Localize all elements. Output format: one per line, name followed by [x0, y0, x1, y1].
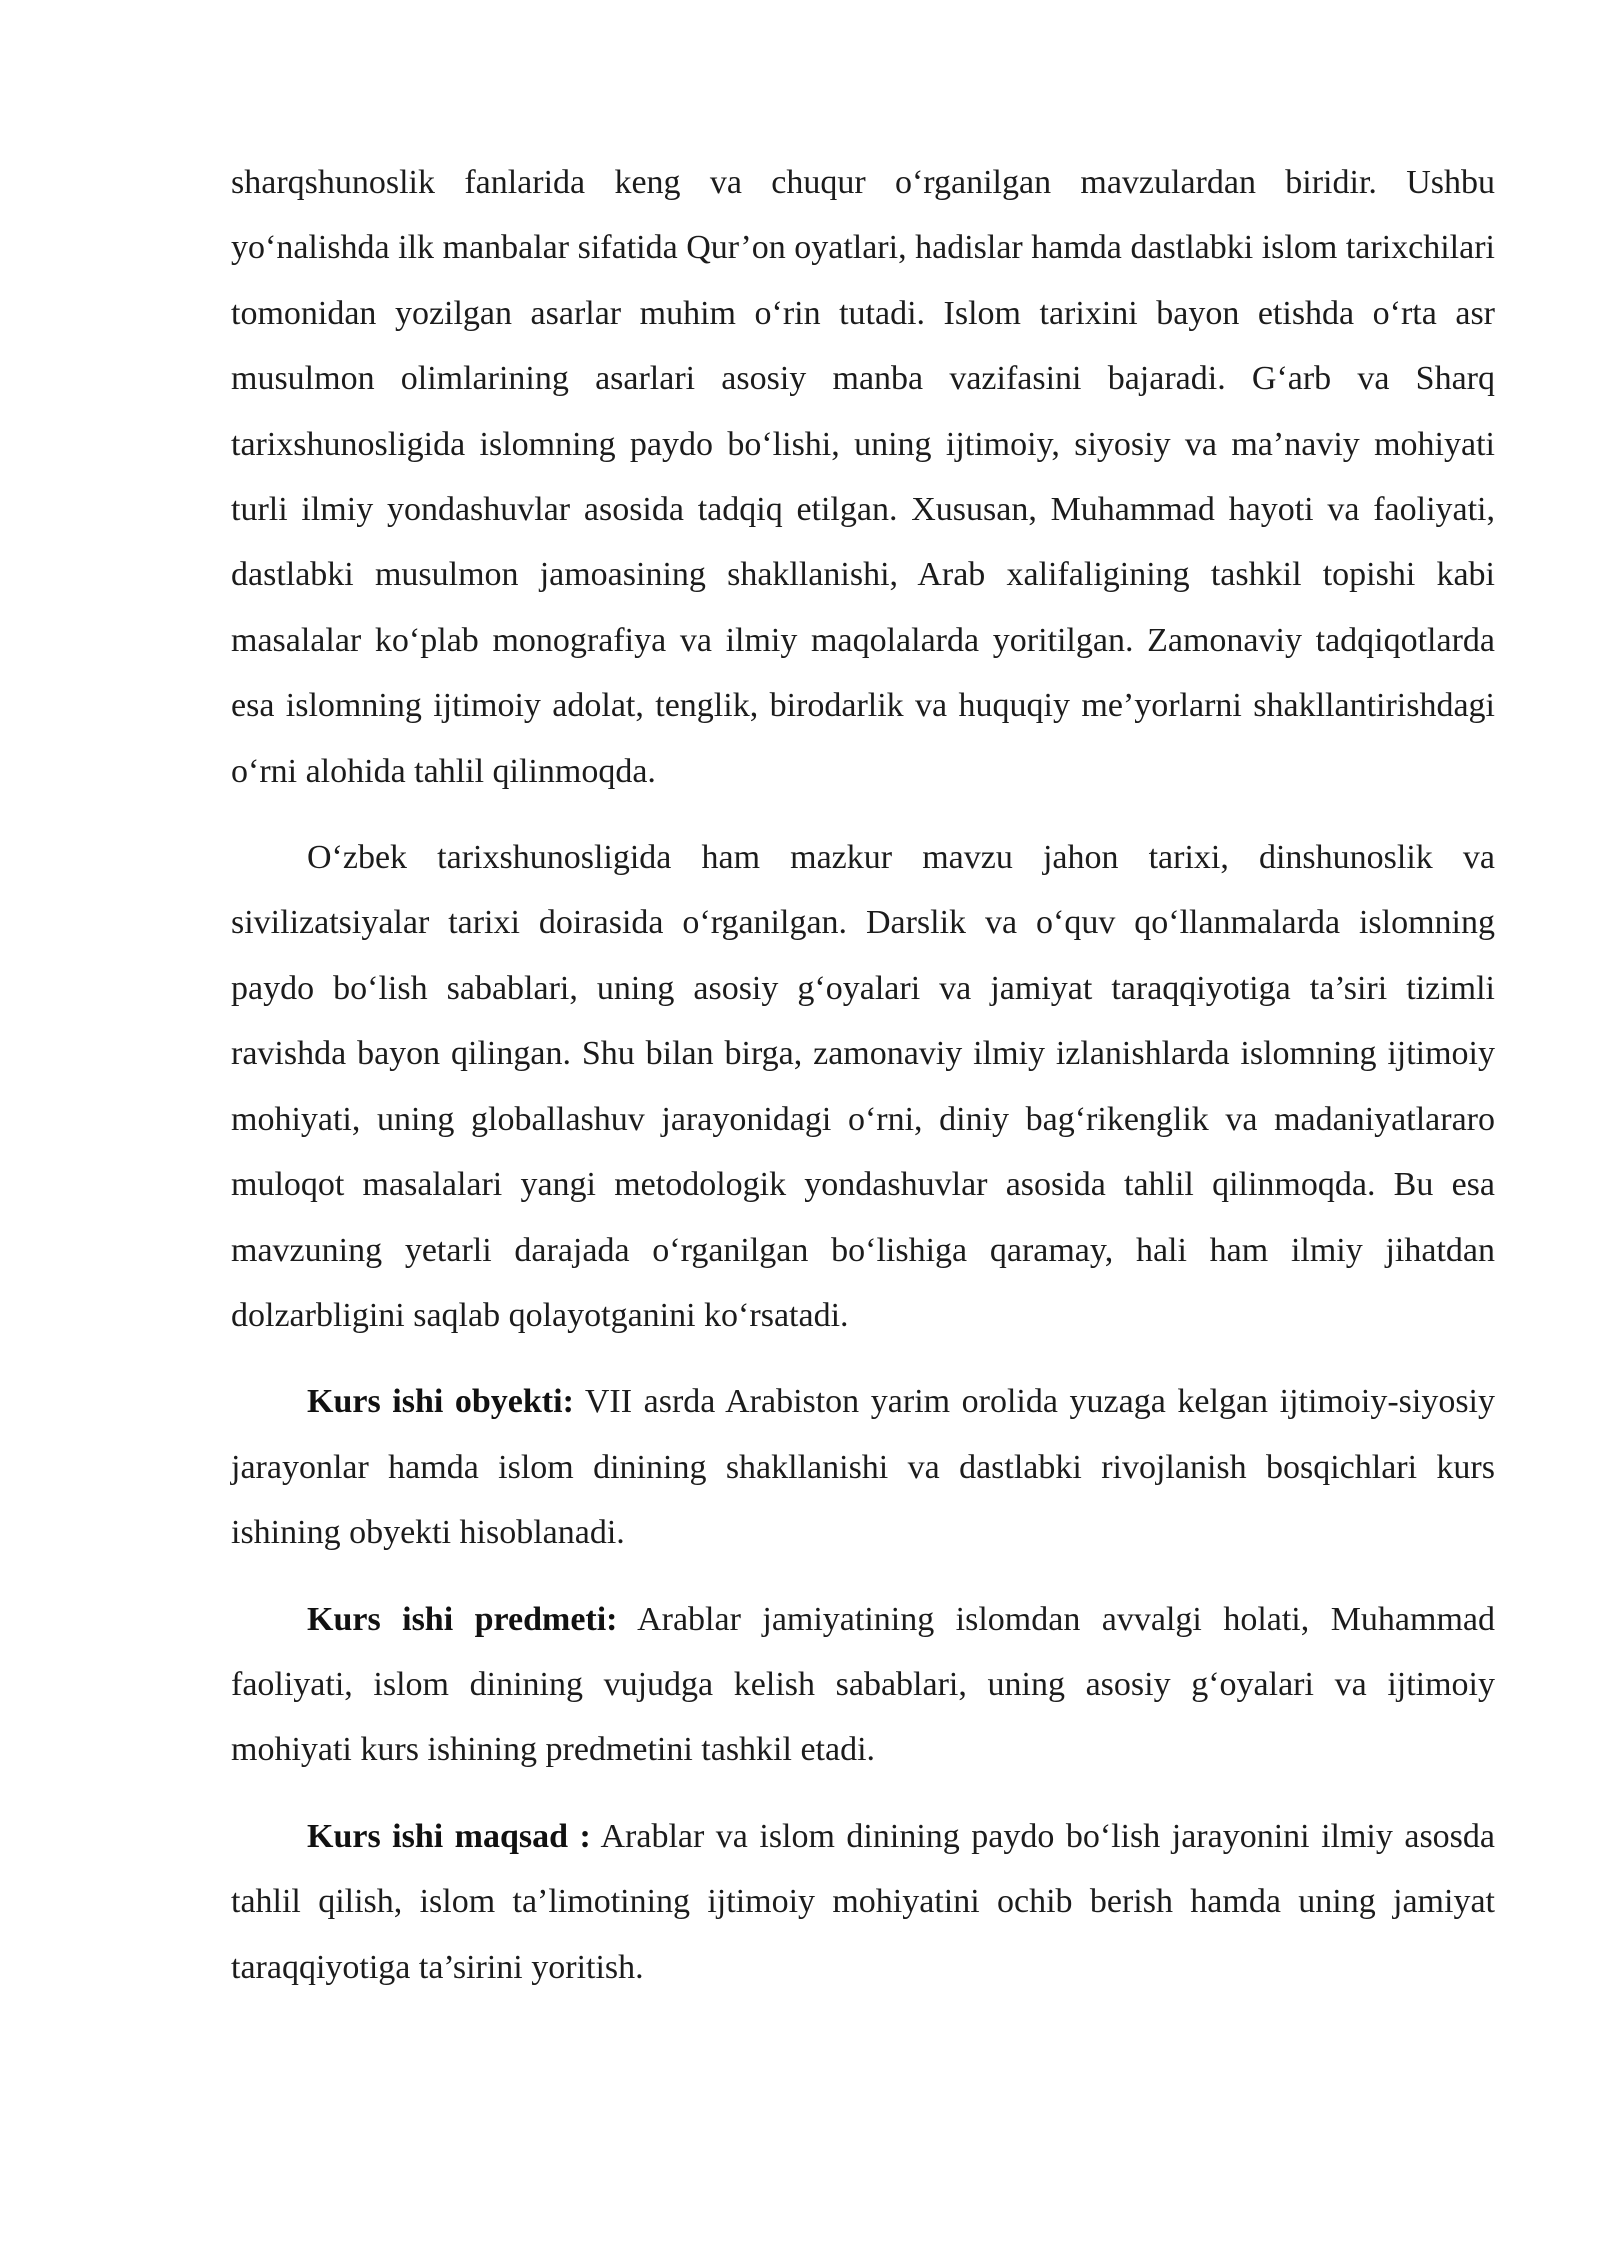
paragraph-uzbek-historiography: [231, 825, 1495, 1348]
paragraph-course-subject: [231, 1587, 1495, 1783]
course-goal-text: Arablar va islom dinining paydo bo‘lish jarayonini ilmiy asosda tahlil qilish, islom ta’limotining ijtimoiy mohiyatini ochib berish hamda uning jamiyat taraqqiyotiga ta’sirini yoritish.: [231, 1817, 1496, 1986]
document-body: [231, 150, 1495, 2000]
paragraph-historiography-sources: [231, 150, 1495, 804]
course-goal-label: Kurs ishi maqsad :: [307, 1817, 591, 1855]
course-object-text: VII asrda Arabiston yarim orolida yuzaga kelgan ijtimoiy-siyosiy jarayonlar hamda islom dinining shakllanishi va dastlabki rivojlanish bosqichlari kurs ishining obyekti hisoblanadi.: [231, 1383, 1495, 1552]
course-subject-label: Kurs ishi predmeti:: [307, 1600, 618, 1638]
course-subject-text: Arablar jamiyatining islomdan avvalgi holati, Muhammad faoliyati, islom dinining vujudga kelish sabablari, uning asosiy g‘oyalari va ijtimoiy mohiyati kurs ishining predmetini tashkil etadi.: [231, 1600, 1496, 1769]
paragraph-course-goal: [231, 1804, 1495, 2000]
course-object-label: Kurs ishi obyekti:: [307, 1383, 574, 1421]
paragraph-text: sharqshunoslik fanlarida keng va chuqur o‘rganilgan mavzulardan biridir. Ushbu yo‘nalishda ilk manbalar sifatida Qur’on oyatlari, hadislar hamda dastlabki islom tarixchilari tomonidan yozilgan asarlar muhim o‘rin tutadi. Islom tarixini bayon etishda o‘rta asr musulmon olimlarining asarlari asosiy manba vazifasini bajaradi. G‘arb va Sharq tarixshunosligida islomning paydo bo‘lishi, uning ijtimoiy, siyosiy va ma’naviy mohiyati turli ilmiy yondashuvlar asosida tadqiq etilgan. Xususan, Muhammad hayoti va faoliyati, dastlabki musulmon jamoasining shakllanishi, Arab xalifaligining tashkil topishi kabi masalalar ko‘plab monografiya va ilmiy maqolalarda yoritilgan. Zamonaviy tadqiqotlarda esa islomning ijtimoiy adolat, tenglik, birodarlik va huquqiy me’yorlarni shakllantirishdagi o‘rni alohida tahlil qilinmoqda.: [231, 164, 1495, 790]
paragraph-text: O‘zbek tarixshunosligida ham mazkur mavzu jahon tarixi, dinshunoslik va sivilizatsiyalar tarixi doirasida o‘rganilgan. Darslik va o‘quv qo‘llanmalarda islomning paydo bo‘lish sabablari, uning asosiy g‘oyalari va jamiyat taraqqiyotiga ta’siri tizimli ravishda bayon qilingan. Shu bilan birga, zamonaviy ilmiy izlanishlarda islomning ijtimoiy mohiyati, uning globallashuv jarayonidagi o‘rni, diniy bag‘rikenglik va madaniyatlararo muloqot masalalari yangi metodologik yondashuvlar asosida tahlil qilinmoqda. Bu esa mavzuning yetarli darajada o‘rganilgan bo‘lishiga qaramay, hali ham ilmiy jihatdan dolzarbligini saqlab qolayotganini ko‘rsatadi.: [231, 839, 1495, 1334]
paragraph-course-object: [231, 1369, 1495, 1565]
